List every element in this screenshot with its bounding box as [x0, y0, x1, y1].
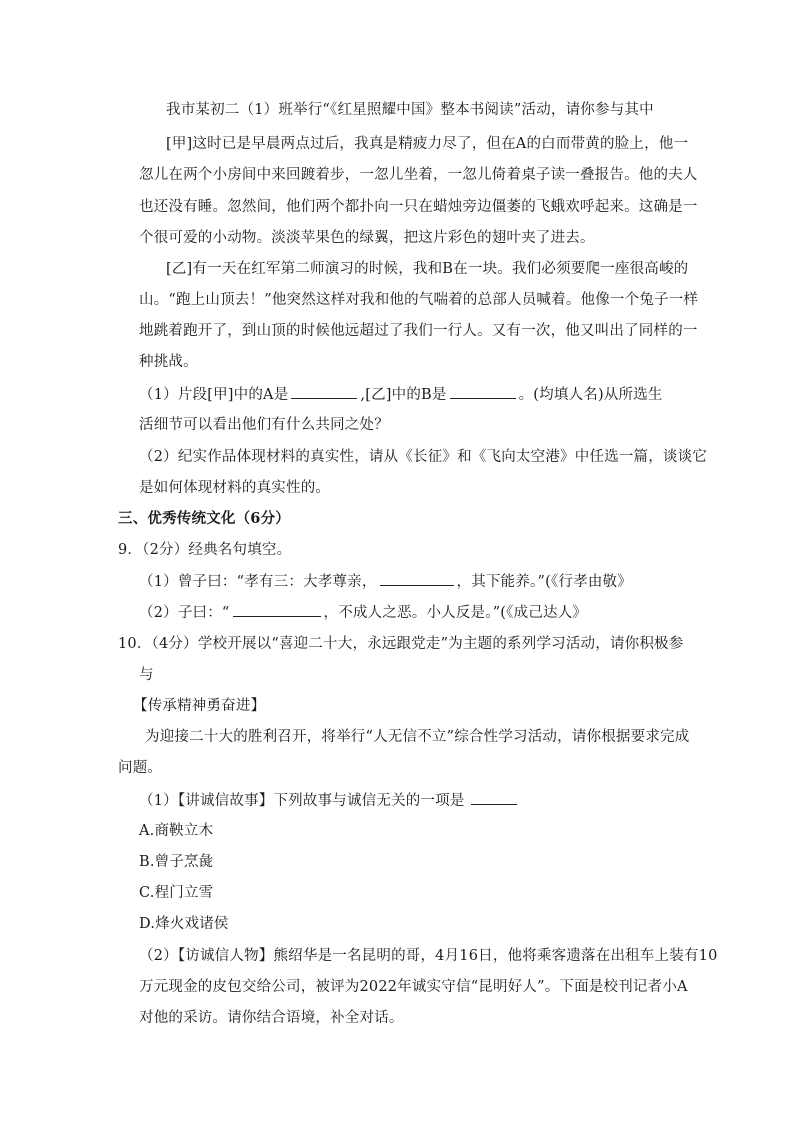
question-1-line-1 — [139, 384, 663, 405]
passage-yi-line-1: [乙]有一天在红军第二师演习的时候，我和B在一块。我们必须要爬一座很高峻的 — [166, 261, 689, 277]
question-1-text-a: （1）片段[甲]中的A是 — [139, 387, 289, 403]
question-2-line-1: （2）纪实作品体现材料的真实性，请从《长征》和《飞向太空港》中任选一篇，谈谈它 — [139, 449, 708, 465]
question-1-text-b: ,[乙]中的B是 — [360, 387, 447, 403]
passage-jia-line-1: [甲]这时已是早晨两点过后，我真是精疲力尽了，但在A的白而带黄的脸上，他一 — [166, 136, 689, 152]
question-9-item-1 — [139, 571, 632, 592]
answer-blank-a[interactable] — [291, 384, 357, 399]
question-9-item-1-after: ，其下能养。”(《行孝由敬》 — [456, 574, 632, 590]
fill-blank-9-1[interactable] — [380, 571, 454, 586]
section-3-heading: 三、优秀传统文化（6分） — [118, 510, 290, 527]
passage-jia-line-4: 个很可爱的小动物。淡淡苹果色的绿翼，把这片彩色的翅叶夹了进去。 — [139, 230, 595, 246]
option-d[interactable]: D.烽火戏诸侯 — [139, 916, 229, 932]
question-10-subheading: 【传承精神勇奋进】 — [133, 698, 266, 714]
passage-jia-line-3: 也还没有睡。忽然间，他们两个都扑向一只在蜡烛旁边僵萎的飞蛾欢呼起来。这确是一 — [139, 199, 698, 215]
option-b[interactable]: B.曾子烹彘 — [139, 854, 214, 870]
passage-yi-line-4: 种挑战。 — [139, 354, 198, 370]
question-9-item-2-before: （2）子曰：“ — [139, 605, 230, 621]
question-1-text-c: 。(均填人名)从所选生 — [518, 387, 663, 403]
passage-yi-line-3: 地跳着跑开了，到山顶的时候他远超过了我们一行人。又有一次，他又叫出了同样的一 — [139, 323, 698, 339]
option-c[interactable]: C.程门立雪 — [139, 885, 214, 901]
question-9-item-2-after: ，不成人之恶。小人反是。”(《成己达人》 — [323, 605, 588, 621]
question-10-sub-1-text: （1）【讲诚信故事】下列故事与诚信无关的一项是 — [139, 793, 465, 809]
passage-yi-line-2: 山。“跑上山顶去！”他突然这样对我和他的气喘着的总部人员喊着。他像一个兔子一样 — [139, 292, 699, 308]
reading-intro: 我市某初二（1）班举行“《红星照耀中国》整本书阅读”活动，请你参与其中 — [166, 102, 654, 118]
question-9-stem: 9．（2分）经典名句填空。 — [118, 542, 292, 558]
fill-blank-9-2[interactable] — [233, 602, 321, 617]
question-2-line-2: 是如何体现材料的真实性的。 — [139, 480, 331, 496]
question-9-item-1-before: （1）曾子曰：“孝有三：大孝尊亲， — [139, 574, 377, 590]
question-10-sub-2-line-1: （2）【访诚信人物】熊绍华是一名昆明的哥，4月16日，他将乘客遗落在出租车上装有10 — [139, 948, 718, 964]
question-10-sub-2-line-2: 万元现金的皮包交给公司，被评为2022年诚实守信“昆明好人”。下面是校刊记者小A — [139, 979, 688, 995]
question-10-stem-line-2: 与 — [139, 667, 154, 683]
question-1-line-2: 活细节可以看出他们有什么共同之处？ — [139, 417, 389, 433]
fill-blank-10-1[interactable] — [471, 790, 517, 805]
question-10-intro-line-1: 为迎接二十大的胜利召开，将举行“人无信不立”综合性学习活动，请你根据要求完成 — [145, 729, 690, 745]
answer-blank-b[interactable] — [450, 384, 516, 399]
option-a[interactable]: A.商鞅立木 — [139, 823, 214, 839]
question-10-sub-2-line-3: 对他的采访。请你结合语境，补全对话。 — [139, 1010, 404, 1026]
question-10-intro-line-2: 问题。 — [118, 760, 163, 776]
question-10-stem-line-1: 10．（4分）学校开展以“喜迎二十大，永远跟党走”为主题的系列学习活动，请你积极参 — [118, 636, 684, 652]
passage-jia-line-2: 忽儿在两个小房间中来回踱着步，一忽儿坐着，一忽儿倚着桌子读一叠报告。他的夫人 — [139, 167, 698, 183]
question-9-item-2 — [139, 602, 587, 623]
question-10-sub-1 — [139, 790, 520, 811]
